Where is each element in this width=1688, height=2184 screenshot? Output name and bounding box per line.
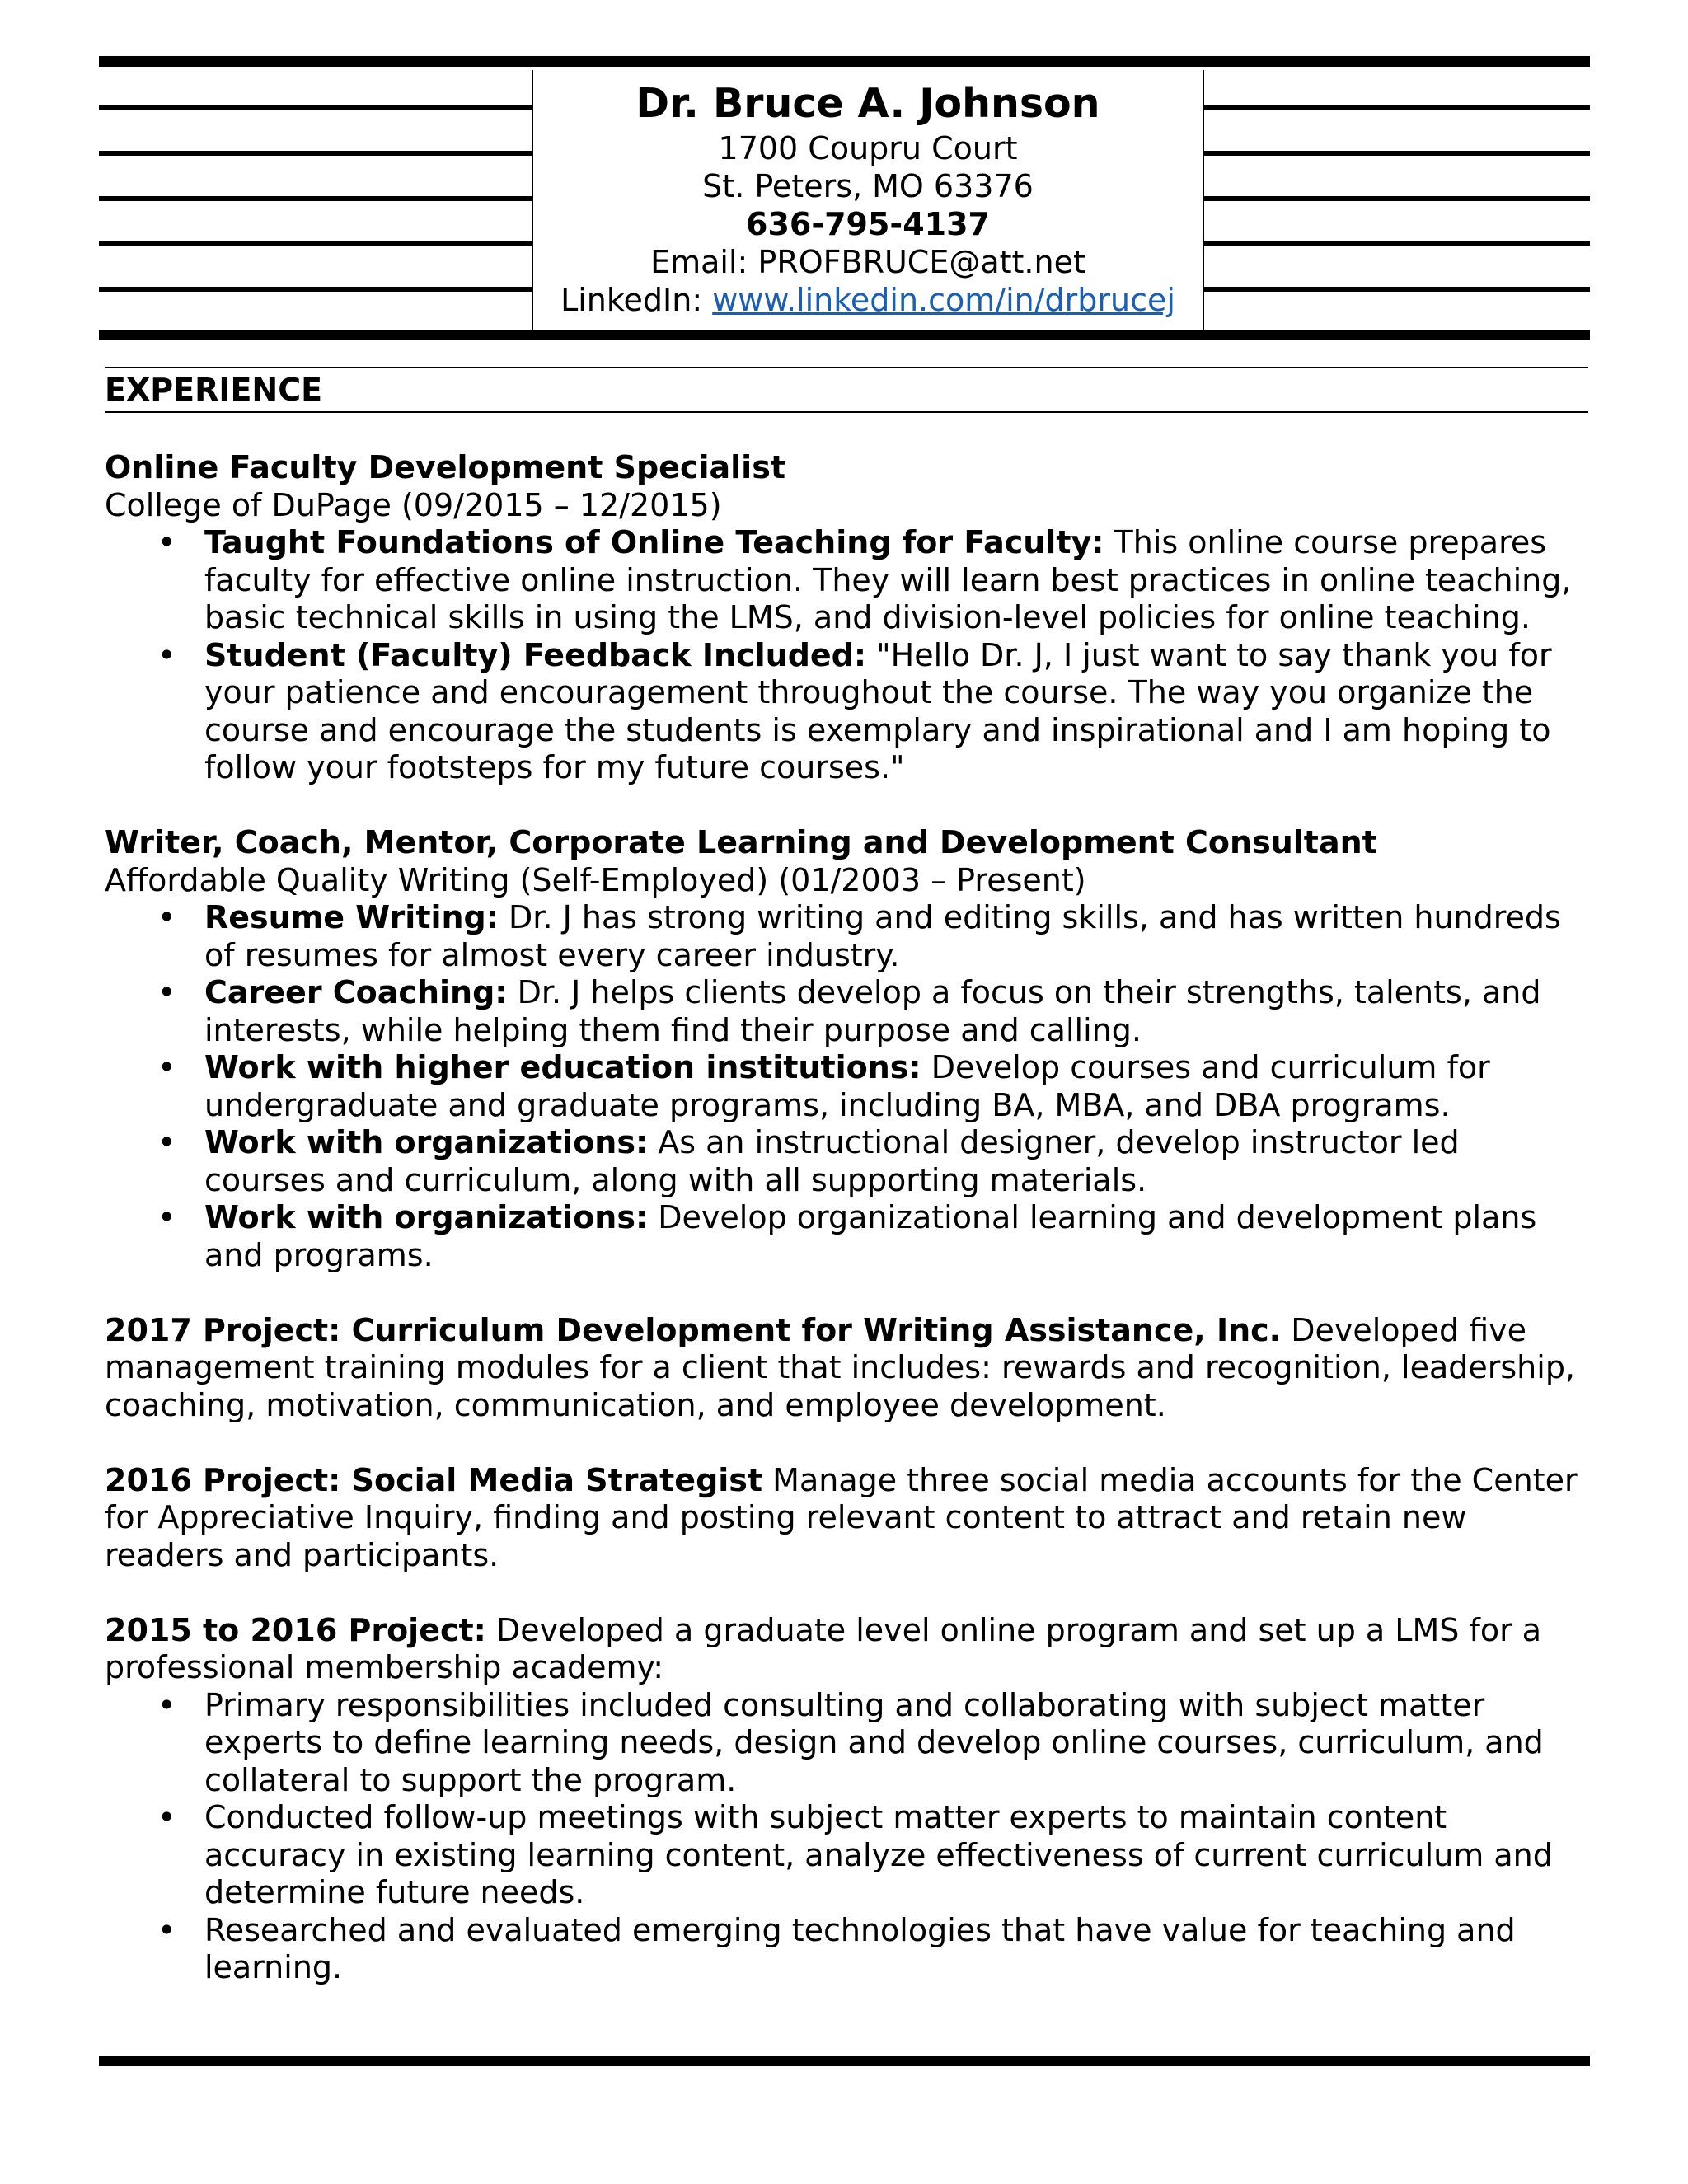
list-item (105, 1124, 1588, 1199)
linkedin-line (533, 281, 1203, 319)
project-intro (105, 1612, 1588, 1687)
list-item: • Conducted follow-up meetings with subject matter experts to maintain content accuracy in existing learning content, analyze effectiveness of current curriculum and determine future needs. (105, 1799, 1588, 1912)
bullet-label: Resume Writing: (204, 899, 499, 935)
header-left-line (99, 196, 533, 201)
list-item (105, 1049, 1588, 1124)
list-item: • Primary responsibilities included consulting and collaborating with subject matter experts to define learning needs, design and develop online courses, curriculum, and collateral to support the program. (105, 1687, 1588, 1800)
header-left-line (99, 241, 533, 246)
header-right-line (1203, 151, 1590, 156)
bullet-text: Dr. J has strong writing and editing skills, and has written hundreds of resumes for almost every career industry. (204, 899, 1561, 973)
project-label: 2017 Project: Curriculum Development for Writing Assistance, Inc. (105, 1311, 1282, 1348)
header-right-line (1203, 105, 1590, 110)
linkedin-label: LinkedIn: (560, 282, 713, 318)
section-title-experience: EXPERIENCE (105, 372, 323, 408)
project-entry (105, 1462, 1588, 1575)
project-label: 2015 to 2016 Project: (105, 1611, 486, 1648)
footer-rule (99, 2056, 1590, 2066)
email-line (533, 243, 1203, 281)
email-label: Email: (650, 244, 758, 280)
contact-block (532, 70, 1204, 330)
resume-body (105, 367, 1588, 1987)
bullet-label: Career Coaching: (204, 974, 508, 1010)
phone-number: 636-795-4137 (746, 206, 990, 242)
list-item (105, 524, 1588, 637)
header-right-line (1203, 196, 1590, 201)
list-item (105, 974, 1588, 1049)
header-left-line (99, 105, 533, 110)
project-entry (105, 1312, 1588, 1425)
bullet-text: As an instructional designer, develop instructor led courses and curriculum, along with all supporting materials. (204, 1124, 1460, 1198)
bullet-text: "Hello Dr. J, I just want to say thank you for your patience and encouragement throughout the course. The way you organize the course and encourage the students is exemplary and inspirational and I am hoping to follow your footsteps for my future courses." (204, 636, 1552, 785)
bullet-text: Develop courses and curriculum for undergraduate and graduate programs, including BA, MBA, and DBA programs. (204, 1049, 1490, 1123)
bullet-text: Develop organizational learning and development plans and programs. (204, 1199, 1537, 1273)
job-bullets (105, 899, 1588, 1274)
job-employer: Affordable Quality Writing (Self-Employed) (01/2003 – Present) (105, 861, 1086, 898)
list-item (105, 1199, 1588, 1274)
project-text: Manage three social media accounts for the Center for Appreciative Inquiry, finding and posting relevant content to attract and retain new readers and participants. (105, 1461, 1578, 1573)
project-entry (105, 1612, 1588, 1987)
bullet-label: Student (Faculty) Feedback Included: (204, 636, 867, 673)
job-entry (105, 824, 1588, 1274)
bullet-label: Work with organizations: (204, 1199, 649, 1235)
job-bullets (105, 524, 1588, 787)
email-address: PROFBRUCE@att.net (757, 244, 1085, 280)
bullet-label: Work with higher education institutions: (204, 1049, 921, 1085)
bullet-text: This online course prepares faculty for effective online instruction. They will learn best practices in online teaching, basic technical skills in using the LMS, and division-level policies for online teaching. (204, 524, 1572, 635)
job-title: Online Faculty Development Specialist (105, 449, 785, 485)
linkedin-link[interactable]: www.linkedin.com/in/drbrucej (712, 282, 1175, 318)
list-item: • Researched and evaluated emerging technologies that have value for teaching and learning. (105, 1912, 1588, 1987)
bullet-label: Taught Foundations of Online Teaching for Faculty: (204, 524, 1104, 560)
bullet-label: Work with organizations: (204, 1124, 649, 1160)
list-item (105, 899, 1588, 974)
header-bottom-rule (99, 330, 1590, 340)
header-right-line (1203, 241, 1590, 246)
list-item (105, 637, 1588, 787)
project-text: Developed a graduate level online program and set up a LMS for a professional membership academy: (105, 1611, 1542, 1685)
header-top-rule (99, 56, 1590, 67)
job-entry (105, 449, 1588, 787)
job-title: Writer, Coach, Mentor, Corporate Learning and Development Consultant (105, 824, 1377, 860)
header-left-line (99, 287, 533, 292)
project-text: Developed five management training modules for a client that includes: rewards and recognition, leadership, coaching, motivation, communication, and employee development. (105, 1311, 1576, 1423)
job-employer: College of DuPage (09/2015 – 12/2015) (105, 486, 722, 523)
address-line-1: 1700 Coupru Court (718, 130, 1018, 166)
header-right-line (1203, 287, 1590, 292)
bullet-text: Dr. J helps clients develop a focus on their strengths, talents, and interests, while helping them find their purpose and calling. (204, 974, 1541, 1048)
header-left-line (99, 151, 533, 156)
project-label: 2016 Project: Social Media Strategist (105, 1461, 763, 1498)
address-line-2: St. Peters, MO 63376 (702, 168, 1034, 204)
applicant-name: Dr. Bruce A. Johnson (635, 80, 1100, 127)
project-bullets (105, 1687, 1588, 1987)
